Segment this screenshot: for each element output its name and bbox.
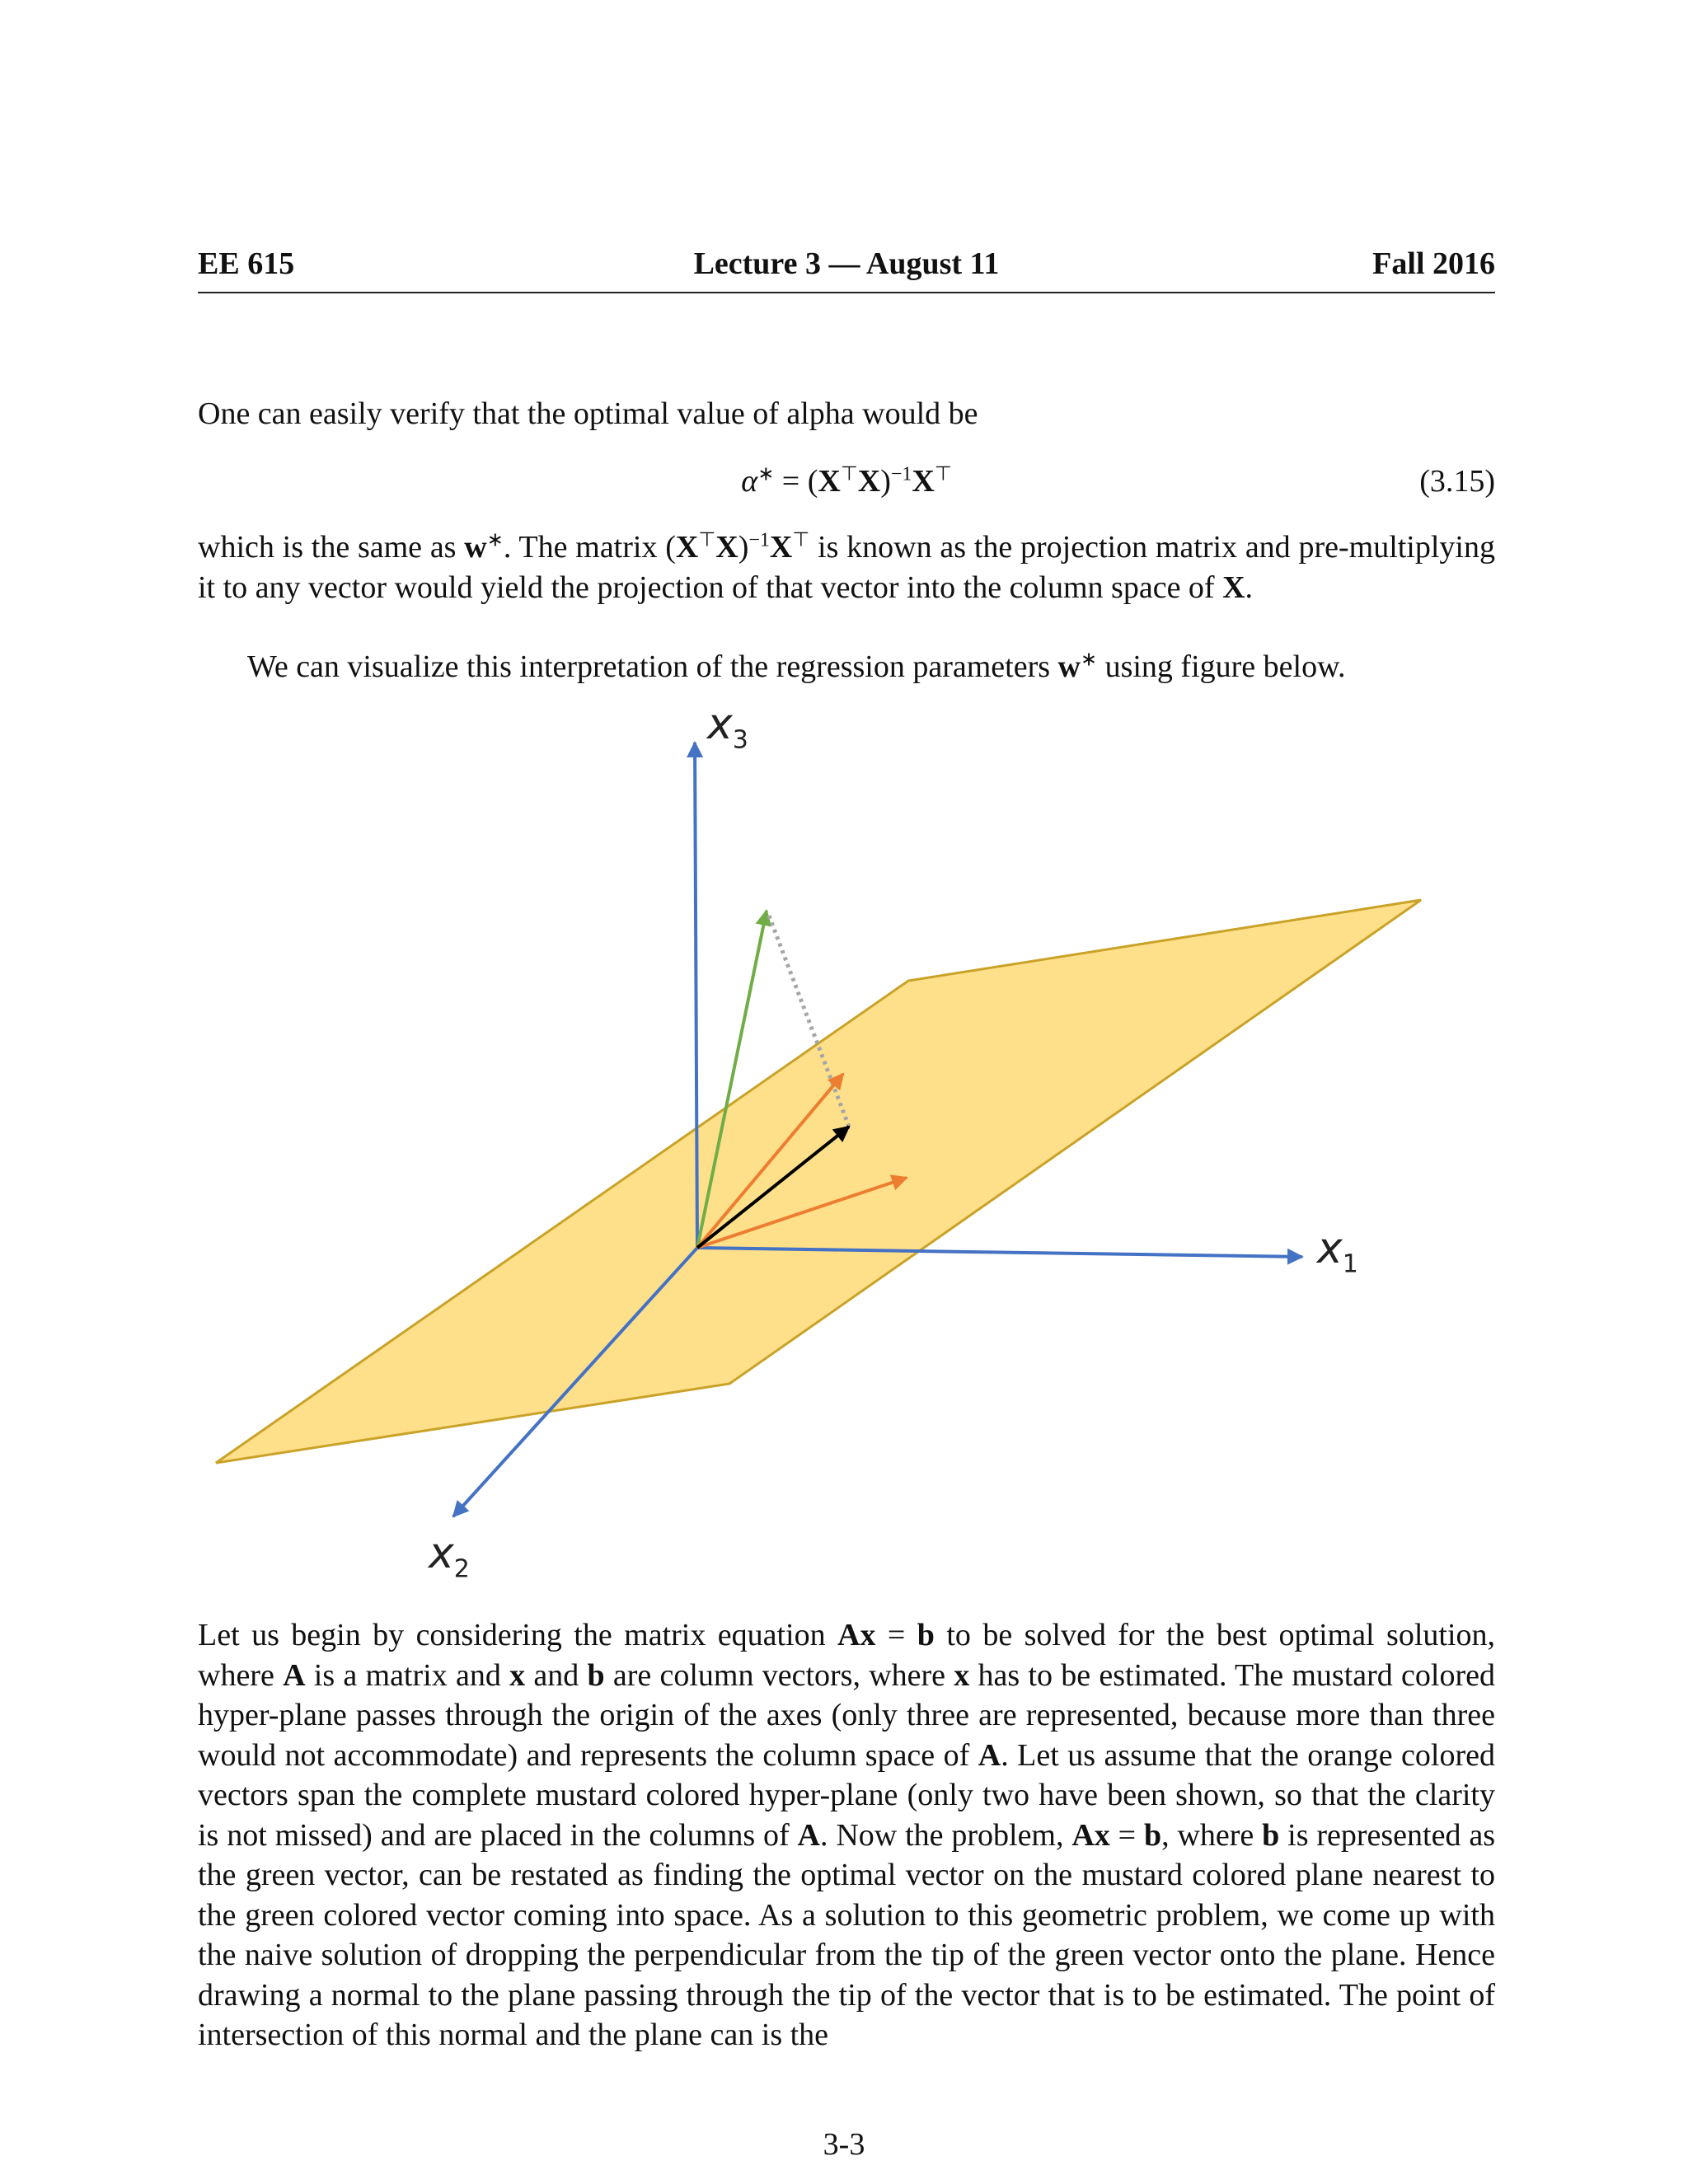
paragraph-visualize: We can visualize this interpretation of the regression parameters w∗ using figure below. (247, 649, 1346, 684)
column-space-plane (216, 900, 1421, 1463)
projection-diagram (198, 705, 1495, 1595)
axis-x2-label: $x_2$ (429, 1529, 470, 1584)
course-code: EE 615 (198, 246, 295, 281)
page-number: 3-3 (823, 2127, 865, 2162)
running-header (198, 246, 1495, 293)
paragraph-projection-matrix: which is the same as w∗. The matrix $(X^⊤X)^{-1}X^⊤$ is known as the projection matrix and pre-multiplying it to any vector would yield the projection of that vector into the column space of X. (198, 529, 1495, 605)
axis-x3-label: $x_3$ (707, 700, 748, 755)
term: Fall 2016 (1372, 246, 1495, 281)
equation-body: $\alpha^∗ = (X^⊤X)^{-1}X^⊤$ (741, 463, 952, 499)
axis-x1-label: $x_1$ (1317, 1224, 1358, 1279)
equation-3-15 (198, 463, 1495, 504)
paragraph-explanation: Let us begin by considering the matrix equation Ax = b to be solved for the best optimal solution, where A is a matrix and x and b are column vectors, where x has to be estimated. The mustard colored hyper-plane passes through the origin of the axes (only three are represented, because more than three would not accommodate) and represents the column space of A. Let us assume that the orange colored vectors span the complete mustard colored hyper-plane (only two have been shown, so that the clarity is not missed) and are placed in the columns of A. Now the problem, Ax = b, where b is represented as the green vector, can be restated as finding the optimal vector on the mustard colored plane nearest to the green colored vector coming into space. As a solution to this geometric problem, we come up with the naive solution of dropping the perpendicular from the tip of the green vector onto the plane. Hence drawing a normal to the plane passing through the tip of the vector that is to be estimated. The point of intersection of this normal and the plane can is the (198, 1618, 1496, 2052)
lecture-title: Lecture 3 — August 11 (693, 246, 1000, 281)
equation-number: (3.15) (1419, 464, 1495, 499)
intro-line: One can easily verify that the optimal value of alpha would be (198, 396, 978, 431)
projection-figure (198, 700, 1495, 1595)
